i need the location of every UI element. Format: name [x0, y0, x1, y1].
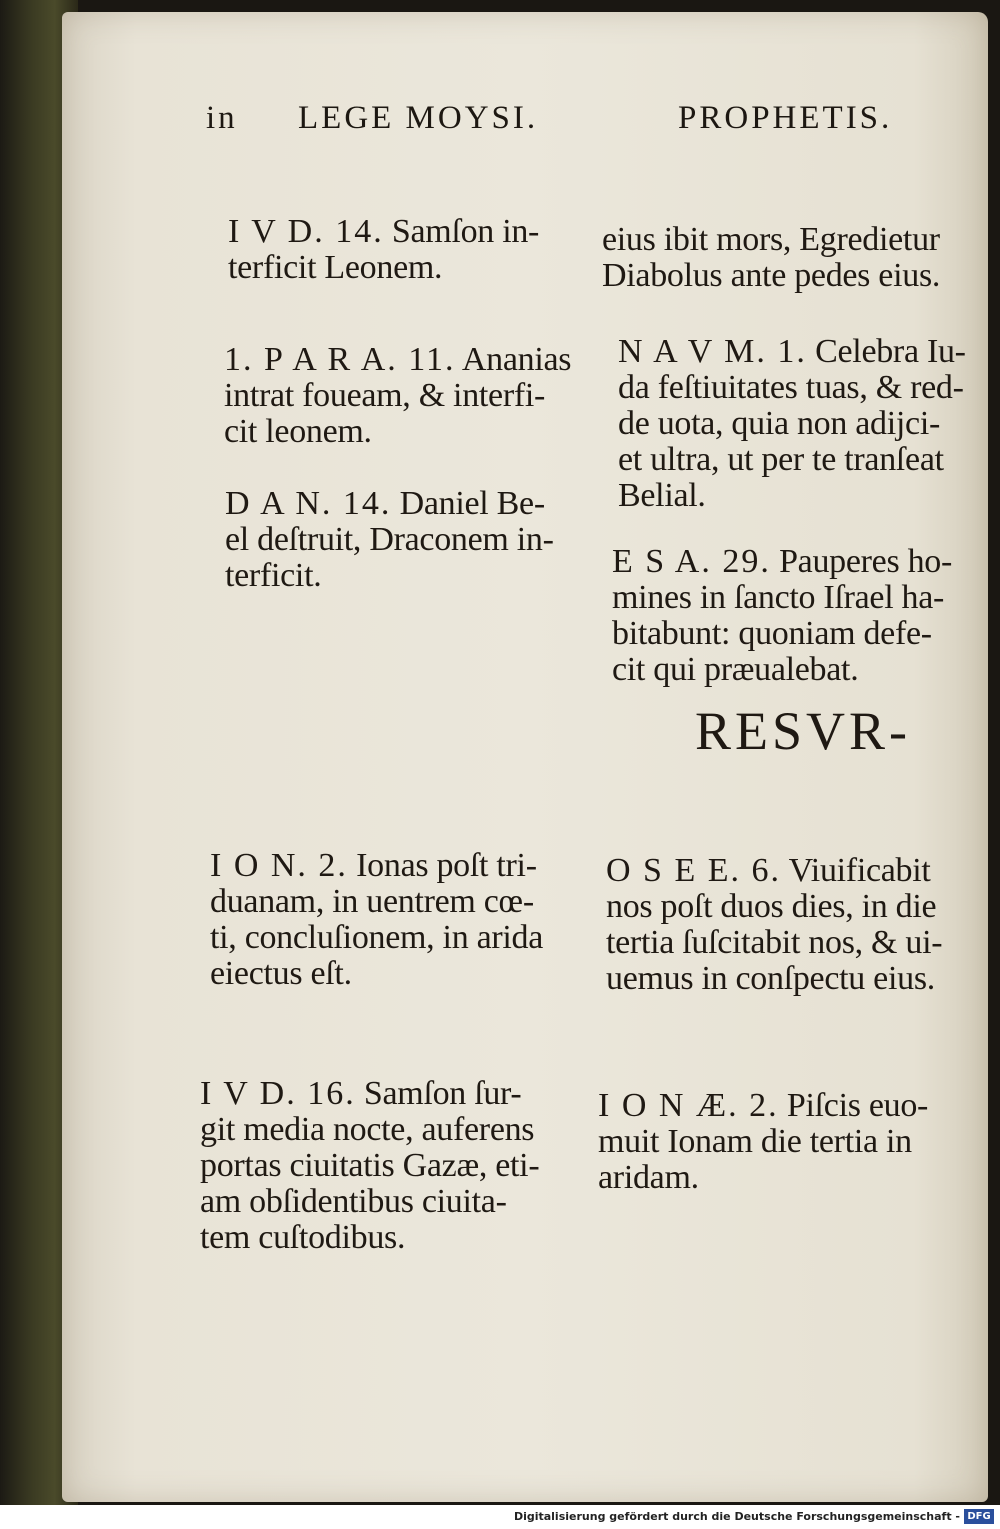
entry-text: Ionas poſt tri- duanam, in uentrem cœ- ti, concluſionem, in arida eiectus eſt.: [210, 847, 544, 992]
digitization-footer: [0, 1505, 1000, 1529]
entry-reference: I V D. 16.: [200, 1075, 356, 1112]
entry-reference: I O N Æ. 2.: [598, 1087, 779, 1124]
right-entry-2: [618, 298, 966, 514]
entry-reference: N A V M. 1.: [618, 333, 807, 370]
left-entry-4: [210, 812, 543, 992]
entry-reference: D A N. 14.: [225, 485, 392, 522]
entry-text: Samſon ſur- git media nocte, auferens portas ciuitatis Gazæ, eti- am obſidentibus ciuita- tem cuſtodibus.: [200, 1075, 540, 1256]
entry-reference: E S A. 29.: [612, 543, 771, 580]
header-right-title: PROPHETIS.: [678, 100, 893, 136]
right-entry-4: [606, 817, 942, 997]
entry-text: Viuificabit nos poſt duos dies, in die tertia ſuſcitabit nos, & ui- uemus in conſpectu eius.: [606, 852, 943, 997]
entry-reference: I V D. 14.: [228, 213, 384, 250]
header-left-title: LEGE MOYSI.: [298, 100, 539, 136]
entry-text: Celebra Iu- da feſtiuitates tuas, & red- de uota, quia non adijci- et ultra, ut per te tranſeat Belial.: [618, 333, 966, 514]
entry-text: Piſcis euo- muit Ionam die tertia in aridam.: [598, 1087, 929, 1196]
entry-text: eius ibit mors, Egredietur Diabolus ante pedes eius.: [602, 221, 941, 294]
dfg-logo-icon: DFG: [964, 1509, 994, 1524]
left-entry-1: [228, 178, 539, 286]
entry-text: Ananias intrat foueam, & interfi- cit leonem.: [224, 341, 572, 450]
right-entry-1: [602, 186, 940, 294]
left-entry-2: [224, 306, 571, 450]
entry-text: Daniel Be- el deſtruit, Draconem in- terficit.: [225, 485, 554, 594]
left-entry-5: [200, 1040, 539, 1256]
entry-text: Samſon in- terficit Leonem.: [228, 213, 540, 286]
left-entry-3: [225, 450, 554, 594]
right-entry-5: [598, 1052, 928, 1196]
footer-credit: Digitalisierung gefördert durch die Deutsche Forschungsgemeinschaft -: [513, 1510, 960, 1523]
entry-reference: I O N. 2.: [210, 847, 348, 884]
entry-reference: 1. P A R A. 11.: [224, 341, 456, 378]
right-entry-3: [612, 508, 952, 688]
entry-reference: O S E E. 6.: [606, 852, 781, 889]
entry-text: Pauperes ho- mines in ſancto Iſrael ha- bitabunt: quoniam defe- cit qui præualebat.: [612, 543, 953, 688]
catchword: RESVR-: [695, 701, 912, 761]
header-left-prefix: in: [206, 100, 238, 136]
